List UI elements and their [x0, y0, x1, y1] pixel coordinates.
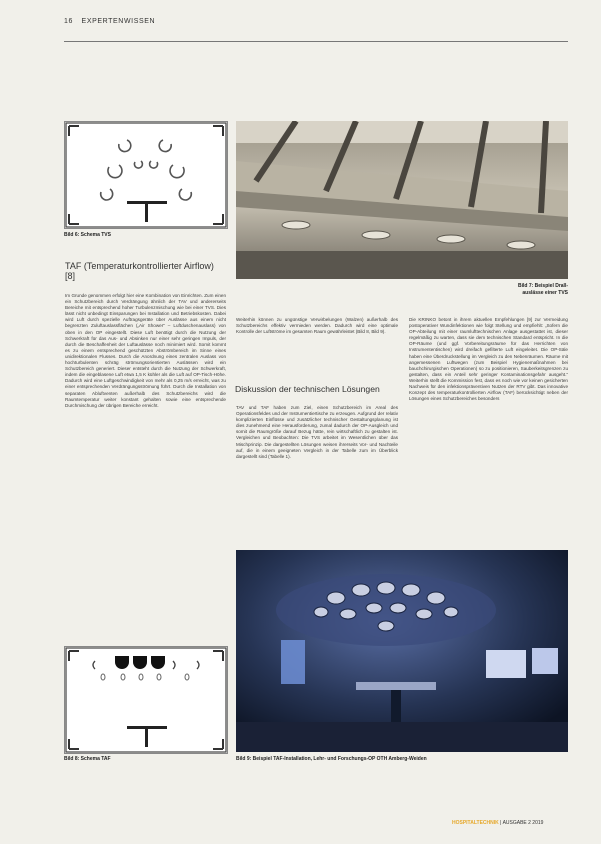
ceiling-photo [236, 121, 568, 279]
figure-schema-taf [64, 646, 228, 754]
footer [452, 820, 543, 826]
caption-fig9: Bild 9: Beispiel TAF-Installation, Lehr- und Forschungs-OP OTH Amberg-Weiden [236, 756, 427, 762]
footer-logo: HOSPITALTECHNIK [452, 820, 499, 826]
photo-taf-installation [236, 550, 568, 752]
column-3-text: Die KRINKO betont in ihrem aktuellen Empfehlungen [9] zur Vermeidung postoperativer Wundinfektionen wie folgt Stellung und empfiehlt: „Sofern die OP-Abteilung mit einer raumlufttechnischen Anlage ausgestattet ist, dieser regelmäßig zu warten, dass sie dem technischen Standard entspricht. In die OP-Räume (und ggf. Vorbereitungsräume für das Herrichten von Instrumententischen) wird dreifach gefilterte Luft eingeleitet. Die OP-Säle haben eine Überdruckstellung im Vergleich zu den Nebenräumen. Räume mit angemessenen Luftwegen (zum Beispiel Hygienemaßnahmen bei bauchchirurgischen Operationen) so zu positionieren, Sauberkeitsgrenzen zu gestalten, dass ein Anteil sehr geringer Kontaminationsgefahr ausgeht.“ Weiterhin stellt die Kommission fest, dass es noch wie vor keinen gesicherten Nachweis für den infektionspräventiven Nutzen der RTV gibt. Das innovative Konzept des temperaturkontrollierten Airflow (TAF) berücksichtigt neben der Lösungen eines Schutzbereiches besonders [409, 317, 568, 402]
figure-schema-tvs [64, 121, 228, 229]
taf-schema-drawing [65, 647, 227, 753]
or-photo [236, 550, 568, 752]
caption-fig7-text: Bild 7: Beispiel Drall-auslässe einer TVS [517, 283, 568, 296]
header-rule [64, 41, 568, 42]
photo-drall-auslaesse [236, 121, 568, 279]
footer-issue: AUSGABE 2 2019 [502, 820, 544, 826]
column-2-intro: Weiterhin können zu ungünstige Verwirbelungen (Walzen) außerhalb des Schutzbereichs effektiv vermieden werden. Dadurch wird eine optimale Kontrolle der Luftströme im gesamten Raum gewährleistet (Bild 8, Bild 9). [236, 317, 398, 335]
heading-diskussion: Diskussion der technischen Lösungen [235, 384, 380, 394]
heading-taf: TAF (Temperaturkontrollierter Airflow) [8] [65, 261, 214, 281]
page-number: 16 [64, 18, 73, 25]
section-label: EXPERTENWISSEN [81, 18, 156, 25]
column-2-text: TAV und TAF haben zum Ziel, einen Schutzbereich im Areal des Operationsfeldes und der Instrumentiertische zu erzeugen. Aufgrund der relativ komplizierten Einflüsse und zusätzlicher technischer Gestaltungsplanung ist dies zunehmend eine Herausforderung, zumal dadurch der OP-Ausgleich und somit die Raumgröße darauf Bezug hätte, rein wirtschaftlich zu gestalten ist. Vergleichen und Beobachten: Die TVS arbeitet im Wesentlichen über das Mischprinzip. Die dargestellten Lösungen weisen ihrerseits Vor- und Nachteile auf, die in einem geeigneten Vergleich in der Tabelle zum im Überblick dargestellt sind (Tabelle 1). [236, 405, 398, 459]
caption-fig8: Bild 8: Schema TAF [64, 756, 111, 762]
caption-fig6: Bild 6: Schema TVS [64, 232, 111, 238]
caption-fig7 [504, 283, 568, 297]
running-header [64, 18, 155, 25]
column-1-text: Im Grunde genommen erfolgt hier eine Kombination von Einrichten. Zum einen ein Schutzbereich durch Verdrängung ähnlich der TAV und andererseits Bereiche mit entsprechend hoher Turbulenzmischung wie bei einer TVS. Dies lässt nicht unbedingt Einsparungen bei Installation und Betriebskosten. Dabei wird Luft durch spezielle Auftragsgeräte über Auslässe aus einem nicht begrenzten Zuluftauslassflächen („Air Shower“ – Luftduschenauslass) von oben in den OP eingestellt. Diese Luft benötigt durch die Nutzung der Schwerkraft für das Aus- und Absinken nur einer sehr geringen Impuls, der durch die Beschaffenheit der Luftauslässe noch minimiert wird. Somit kommt es zu einem entsprechend geschützten Abströmbereich im Sinne eines unidirektionalen Flusses. Durch die Anordnung eines zentralen Auslass von hochturbulenten schräg strömungsorientierten Auslässen wird ein Schutzbereich generiert. Dieser entsteht durch die Nutzung der Schwerkraft, indem die eingeblasene Luft etwa 1,5 K kühler als die Luft auf OP-Tisch-Höhe. Dadurch wird eine Luftgeschwindigkeit von mehr als 0,25 m/s erreicht, was zu einer entsprechenden Verdrängungsströmung führt. Durch die Installation von separaten Abluftventen außerhalb des Schutzbereichs wird die Raumtemperatur weiter konstant gehalten sowie eine entsprechende Durchmischung der übrigen Bereiche erreicht. [65, 293, 226, 408]
footer-separator: | [500, 820, 503, 826]
tvs-schema-drawing [65, 122, 227, 228]
